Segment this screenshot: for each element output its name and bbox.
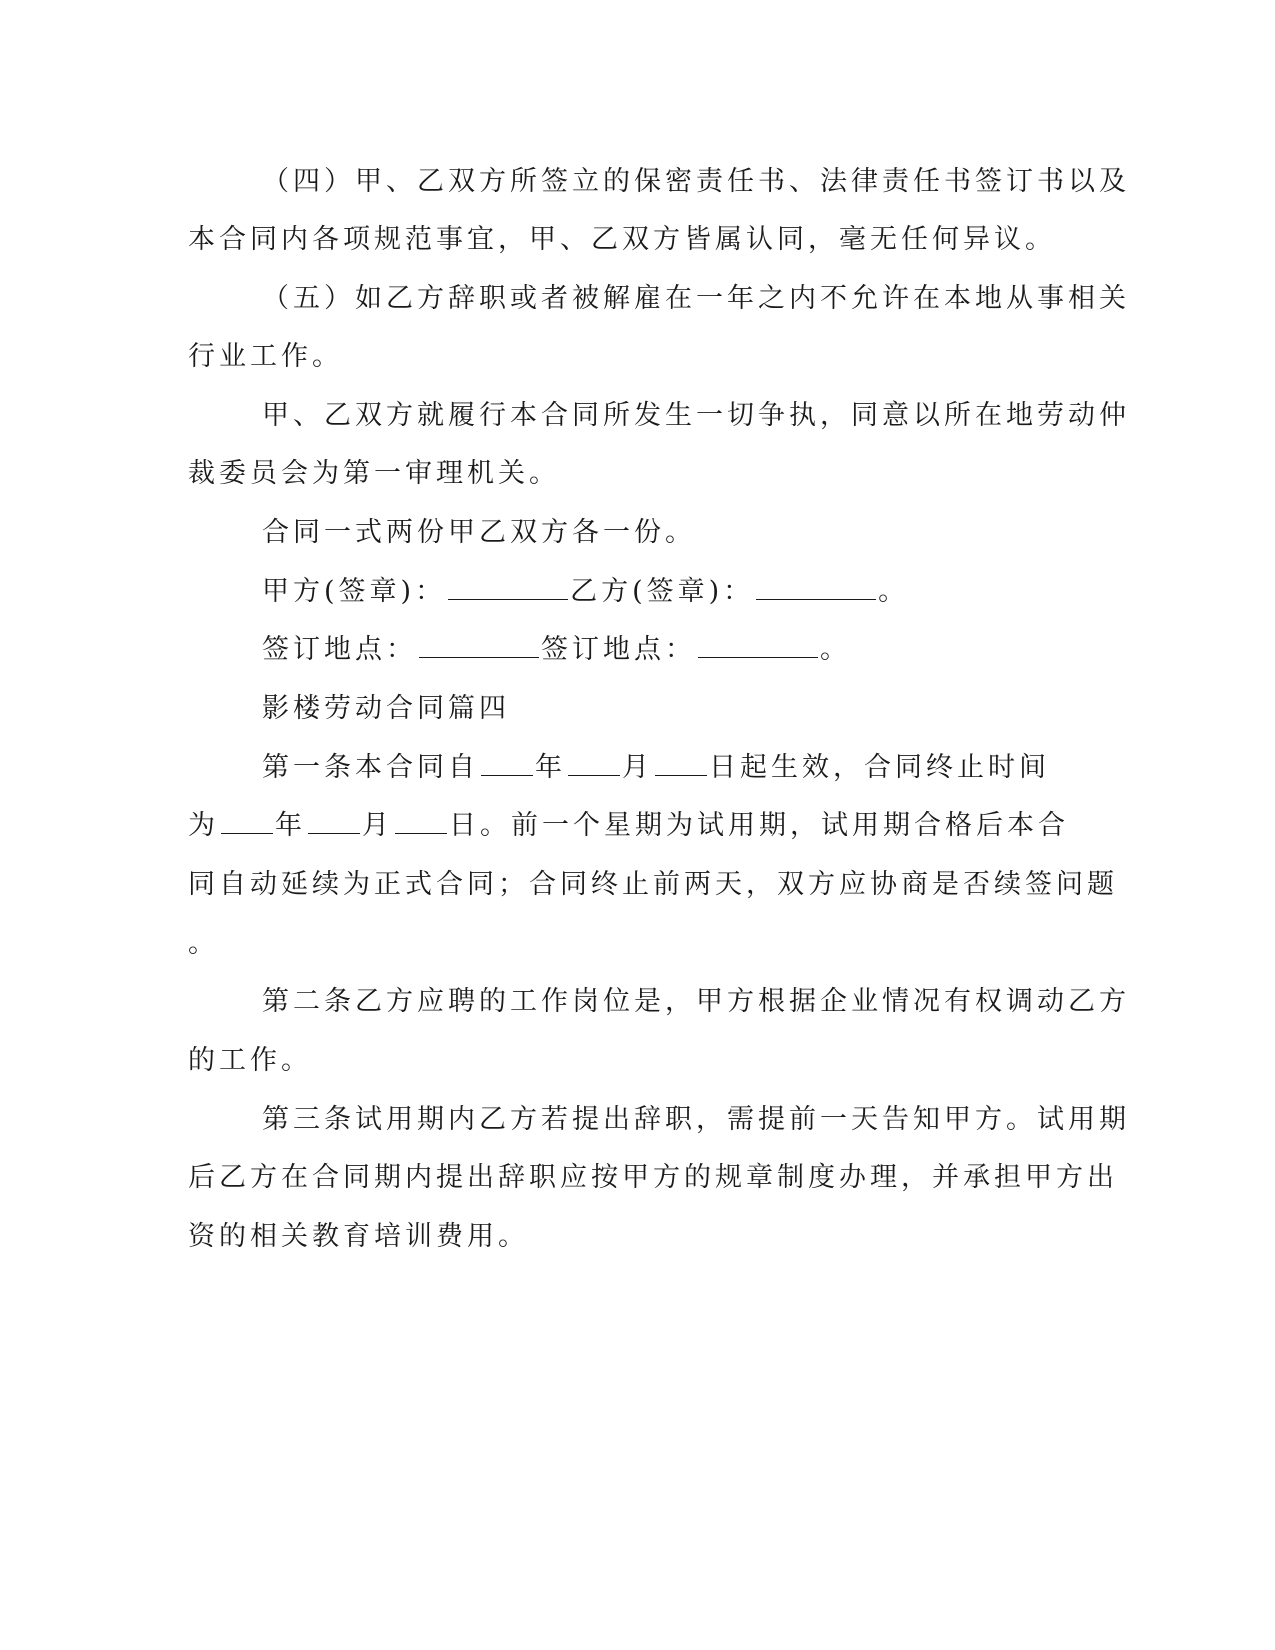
location-line [262,633,851,667]
signature-end: 。 [878,576,910,607]
end-month-blank [308,809,360,834]
para5-line1: （五）如乙方辞职或者被解雇在一年之内不允许在本地从事相关 [262,283,1130,314]
para4-line1: （四）甲、乙双方所签立的保密责任书、法律责任书签订书以及 [262,166,1130,197]
para4-line2: 本合同内各项规范事宜，甲、乙双方皆属认同，毫无任何异议。 [188,224,1056,255]
party-b-blank [756,575,876,600]
article1-text-d: 日起生效，合同终止时间 [709,752,1050,783]
article1-line4: 。 [188,928,219,959]
article2-line2: 的工作。 [188,1045,312,1076]
party-a-blank [448,575,568,600]
location-end: 。 [820,634,851,665]
party-a-label: 甲方(签章)： [262,576,447,607]
end-day-blank [395,809,447,834]
article1-line1 [262,751,1050,785]
article3-line2: 后乙方在合同期内提出辞职应按甲方的规章制度办理，并承担甲方出 [188,1162,1118,1193]
location-a-label: 签订地点： [262,634,417,665]
section-title: 影楼劳动合同篇四 [262,693,510,724]
party-b-label: 乙方(签章)： [570,576,755,607]
year-blank [481,751,533,776]
signature-line [262,575,909,609]
copies-text: 合同一式两份甲乙双方各一份。 [262,517,696,548]
month-blank [568,751,620,776]
article3-line3: 资的相关教育培训费用。 [188,1221,529,1252]
article1-line3: 同自动延续为正式合同；合同终止前两天，双方应协商是否续签问题 [188,869,1118,900]
article1-month: 月 [622,752,653,783]
article2-line1: 第二条乙方应聘的工作岗位是，甲方根据企业情况有权调动乙方 [262,986,1130,1017]
dispute-line2: 裁委员会为第一审理机关。 [188,458,560,489]
article1-year: 年 [535,752,566,783]
day-blank [655,751,707,776]
article1-end-month: 月 [362,810,393,841]
para5-line2: 行业工作。 [188,341,343,372]
article1-end-year: 年 [275,810,306,841]
location-b-blank [698,633,818,658]
article1-text-a2: 为 [188,810,219,841]
article1-line2 [188,809,1069,843]
location-a-blank [419,633,539,658]
article3-line1: 第三条试用期内乙方若提出辞职，需提前一天告知甲方。试用期 [262,1104,1130,1135]
article1-text-a: 第一条本合同自 [262,752,479,783]
article1-text-d2: 日。前一个星期为试用期，试用期合格后本合 [449,810,1069,841]
end-year-blank [221,809,273,834]
dispute-line1: 甲、乙双方就履行本合同所发生一切争执，同意以所在地劳动仲 [262,400,1130,431]
location-b-label: 签订地点： [541,634,696,665]
